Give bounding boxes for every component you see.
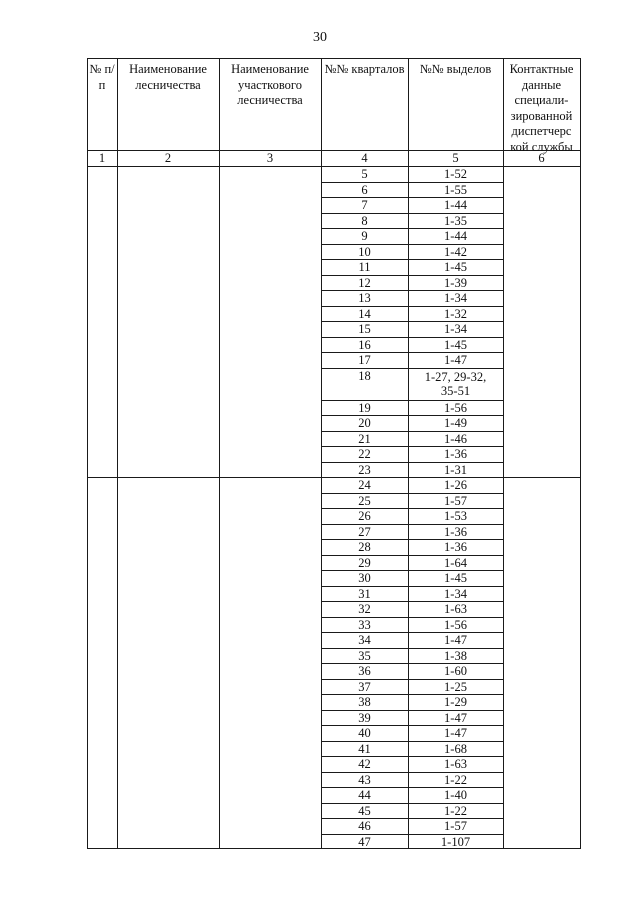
quarter-number-cell: 13 bbox=[358, 291, 371, 305]
allotment-range-cell: 1-56 bbox=[444, 617, 467, 632]
allotment-range-cell: 1-107 bbox=[440, 834, 471, 849]
allotment-range-cell: 1-32 bbox=[444, 306, 467, 321]
quarter-number-cell: 27 bbox=[358, 524, 371, 539]
column-number-2: 2 bbox=[164, 151, 172, 165]
quarter-number-cell: 26 bbox=[358, 509, 371, 523]
quarter-number-cell: 43 bbox=[358, 772, 371, 787]
allotment-range-cell: 1-44 bbox=[444, 198, 467, 212]
header-district-forestry: Наименование участкового лесничества bbox=[231, 62, 309, 107]
allotment-range-cell: 1-36 bbox=[444, 524, 467, 539]
allotment-range-cell: 1-39 bbox=[444, 275, 467, 290]
allotment-range-cell: 1-60 bbox=[444, 664, 467, 678]
allotment-range-cell: 1-68 bbox=[444, 741, 467, 756]
column-number-4: 4 bbox=[361, 151, 368, 165]
allotment-range-cell: 1-27, 29-32, 35-51 bbox=[424, 369, 487, 398]
quarter-number-cell: 17 bbox=[358, 353, 371, 367]
quarter-number-cell: 42 bbox=[358, 757, 371, 771]
allotment-range-cell: 1-45 bbox=[444, 260, 467, 274]
allotment-range-cell: 1-35 bbox=[444, 213, 467, 228]
quarter-number-cell: 38 bbox=[358, 695, 371, 709]
quarter-number-cell: 37 bbox=[358, 679, 371, 694]
column-divider-2 bbox=[219, 58, 220, 848]
quarter-number-cell: 25 bbox=[358, 493, 371, 508]
quarter-number-cell: 18 bbox=[358, 368, 371, 383]
quarter-number-cell: 22 bbox=[358, 447, 371, 461]
quarter-number-cell: 8 bbox=[361, 213, 368, 228]
table-top-border bbox=[87, 58, 581, 59]
allotment-range-cell: 1-49 bbox=[444, 416, 467, 430]
header-index: № п/п bbox=[89, 62, 115, 92]
quarter-number-cell: 16 bbox=[358, 337, 371, 352]
allotment-range-cell: 1-63 bbox=[444, 602, 467, 616]
allotment-range-cell: 1-47 bbox=[444, 353, 467, 367]
quarter-number-cell: 5 bbox=[361, 167, 368, 181]
allotment-range-cell: 1-40 bbox=[444, 788, 467, 802]
allotment-range-cell: 1-45 bbox=[444, 571, 467, 585]
table-bottom-border bbox=[87, 848, 581, 849]
allotment-range-cell: 1-55 bbox=[444, 182, 467, 197]
quarter-number-cell: 19 bbox=[358, 400, 371, 415]
quarter-number-cell: 28 bbox=[358, 540, 371, 554]
quarter-number-cell: 33 bbox=[358, 617, 371, 632]
allotment-range-cell: 1-29 bbox=[444, 695, 467, 709]
allotment-range-cell: 1-63 bbox=[444, 757, 467, 771]
page-number: 30 bbox=[313, 30, 327, 45]
quarter-number-cell: 44 bbox=[358, 788, 371, 802]
quarter-number-cell: 41 bbox=[358, 741, 371, 756]
quarter-number-cell: 30 bbox=[358, 571, 371, 585]
quarter-number-cell: 45 bbox=[358, 803, 371, 818]
allotment-range-cell: 1-38 bbox=[444, 648, 467, 663]
column-divider-3 bbox=[321, 58, 322, 848]
allotment-range-cell: 1-57 bbox=[444, 493, 467, 508]
allotment-range-cell: 1-34 bbox=[444, 586, 467, 601]
quarter-number-cell: 9 bbox=[361, 229, 368, 243]
quarter-number-cell: 35 bbox=[358, 648, 371, 663]
quarter-number-cell: 15 bbox=[358, 322, 371, 336]
column-divider-1 bbox=[117, 58, 118, 848]
quarter-number-cell: 29 bbox=[358, 555, 371, 570]
quarter-number-cell: 46 bbox=[358, 819, 371, 833]
allotment-range-cell: 1-44 bbox=[444, 229, 467, 243]
allotment-range-cell: 1-26 bbox=[444, 478, 467, 492]
quarter-number-cell: 23 bbox=[358, 462, 371, 477]
header-quarters: №№ кварталов bbox=[324, 62, 405, 76]
allotment-range-cell: 1-34 bbox=[444, 322, 467, 336]
quarter-number-cell: 6 bbox=[361, 182, 368, 197]
allotment-range-cell: 1-46 bbox=[444, 431, 467, 446]
table-right-border bbox=[580, 58, 581, 848]
allotment-range-cell: 1-53 bbox=[444, 509, 467, 523]
allotment-range-cell: 1-47 bbox=[444, 633, 467, 647]
allotment-range-cell: 1-36 bbox=[444, 540, 467, 554]
quarter-number-cell: 14 bbox=[358, 306, 371, 321]
quarter-number-cell: 39 bbox=[358, 710, 371, 725]
contacts-column-left-border bbox=[503, 58, 504, 848]
quarter-number-cell: 36 bbox=[358, 664, 371, 678]
allotment-range-cell: 1-56 bbox=[444, 400, 467, 415]
column-number-6: 6 bbox=[538, 151, 545, 165]
header-forestry: Наименование лесничества bbox=[129, 62, 207, 92]
allotment-range-cell: 1-64 bbox=[444, 555, 467, 570]
allotment-range-cell: 1-57 bbox=[444, 819, 467, 833]
column-divider-4 bbox=[408, 58, 409, 848]
quarter-number-cell: 7 bbox=[361, 198, 368, 212]
quarter-number-cell: 31 bbox=[358, 586, 371, 601]
column-number-5: 5 bbox=[452, 151, 459, 165]
allotment-range-cell: 1-34 bbox=[444, 291, 467, 305]
allotment-range-cell: 1-22 bbox=[444, 803, 467, 818]
quarter-number-cell: 20 bbox=[358, 416, 371, 430]
quarter-number-cell: 21 bbox=[358, 431, 371, 446]
allotment-range-cell: 1-47 bbox=[444, 726, 467, 740]
header-allotments: №№ выделов bbox=[419, 62, 492, 76]
quarter-number-cell: 47 bbox=[358, 834, 371, 849]
column-number-3: 3 bbox=[266, 151, 274, 165]
allotment-range-cell: 1-42 bbox=[444, 244, 467, 259]
allotment-range-cell: 1-36 bbox=[444, 447, 467, 461]
group-split-left bbox=[87, 477, 321, 478]
quarter-number-cell: 10 bbox=[358, 244, 371, 259]
quarter-number-cell: 11 bbox=[358, 260, 371, 274]
allotment-range-cell: 1-25 bbox=[444, 679, 467, 694]
allotment-range-cell: 1-45 bbox=[444, 337, 467, 352]
allotment-range-cell: 1-47 bbox=[444, 710, 467, 725]
column-divider-0 bbox=[87, 58, 88, 848]
group-split-right bbox=[503, 477, 581, 478]
allotment-range-cell: 1-22 bbox=[444, 772, 467, 787]
quarter-number-cell: 24 bbox=[358, 478, 371, 492]
quarter-number-cell: 12 bbox=[358, 275, 371, 290]
allotment-range-cell: 1-31 bbox=[444, 462, 467, 477]
quarter-number-cell: 40 bbox=[358, 726, 371, 740]
allotment-range-cell: 1-52 bbox=[444, 167, 467, 181]
quarter-number-cell: 34 bbox=[358, 633, 371, 647]
column-number-1: 1 bbox=[98, 151, 106, 165]
quarter-number-cell: 32 bbox=[358, 602, 371, 616]
header-contacts: Контактные данные специали-зированной диспетчерс кой службы bbox=[509, 62, 574, 154]
